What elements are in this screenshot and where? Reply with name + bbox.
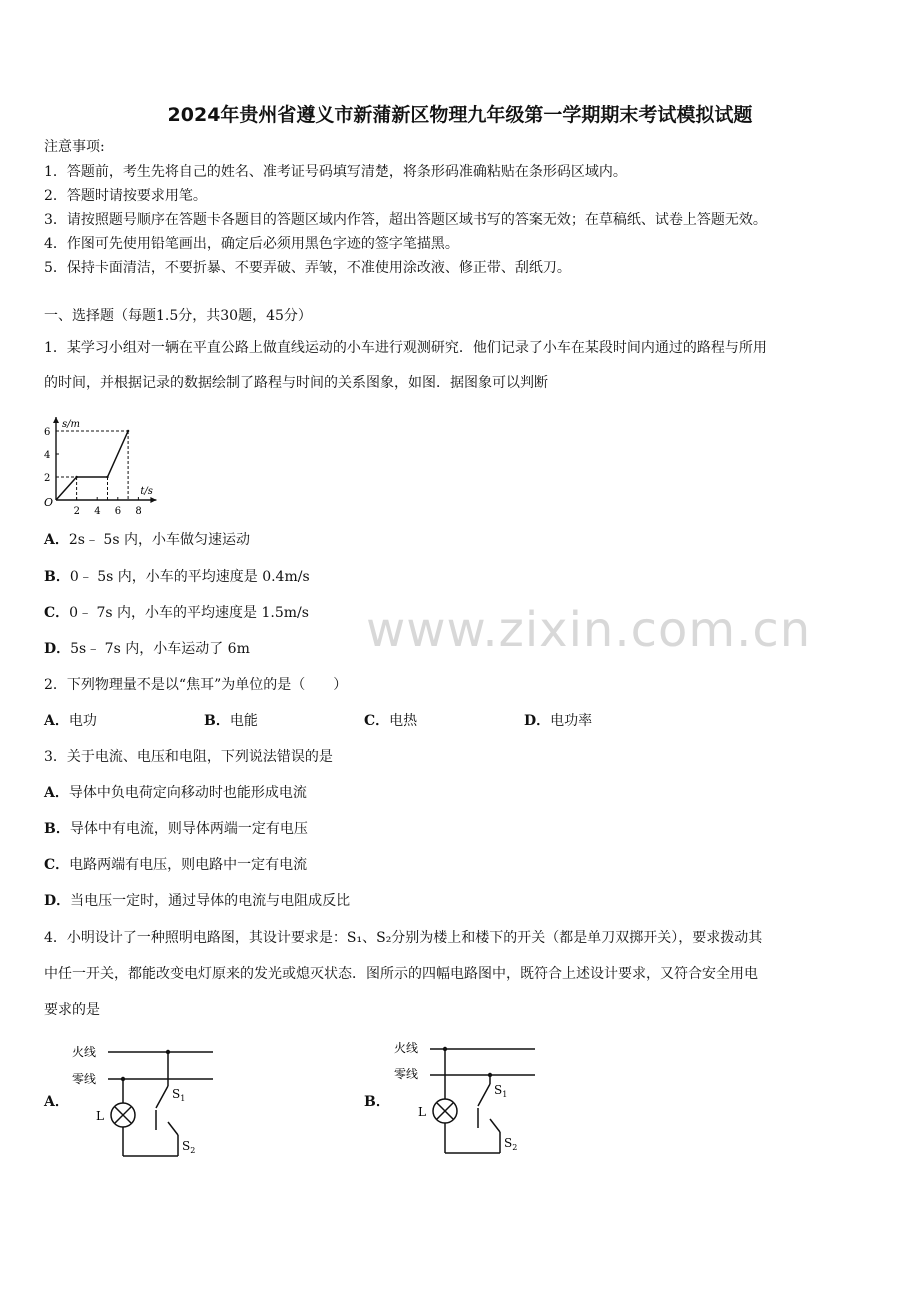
origin-label: O [44, 496, 54, 509]
circuit-b-label: B． [364, 1094, 390, 1110]
watermark: www.zixin.com.cn [366, 602, 812, 658]
switch-s1-label: $S_1$ [172, 1087, 186, 1103]
question-1-line1: 1．某学习小组对一辆在平直公路上做直线运动的小车进行观测研究．他们记录了小车在某段时间内通过的路程与所用 [44, 340, 767, 356]
question-2-stem: 2．下列物理量不是以“焦耳”为单位的是（ ） [44, 677, 348, 693]
circuit-a-label: A． [44, 1094, 69, 1110]
q3-option-a: A．导体中负电荷定向移动时也能形成电流 [44, 785, 307, 801]
live-wire-label: 火线 [394, 1041, 419, 1055]
notice-item: 5．保持卡面清洁，不要折暴、不要弄破、弄皱，不准使用涂改液、修正带、刮纸刀。 [44, 260, 571, 276]
switch-s2-label: $S_2$ [504, 1136, 518, 1152]
lamp-label: L [96, 1109, 104, 1123]
q1-option-a: A．2s﹣ 5s 内，小车做匀速运动 [44, 532, 250, 548]
switch-s1-icon [156, 1086, 168, 1108]
circuit-b-diagram [392, 1036, 552, 1161]
y-tick-label: 4 [44, 450, 51, 461]
x-tick-label: 2 [73, 506, 80, 517]
switch-s1-label: $S_1$ [494, 1083, 508, 1099]
notice-item: 2．答题时请按要求用笔。 [44, 188, 207, 204]
page-title: 2024年贵州省遵义市新蒲新区物理九年级第一学期期末考试模拟试题 [167, 104, 753, 126]
y-axis-label: s/m [62, 419, 80, 430]
data-point [127, 430, 129, 432]
st-graph [42, 408, 252, 518]
question-4-line3: 要求的是 [44, 1002, 100, 1018]
q3-option-b: B．导体中有电流，则导体两端一定有电压 [44, 821, 308, 837]
y-axis-arrow-icon [53, 417, 59, 423]
data-point [106, 476, 108, 478]
x-tick-label: 6 [114, 506, 122, 517]
neutral-wire-label: 零线 [72, 1072, 97, 1086]
notice-item: 4．作图可先使用铅笔画出，确定后必须用黑色字迹的签字笔描黑。 [44, 236, 459, 252]
lamp-label: L [418, 1105, 426, 1119]
neutral-wire-label: 零线 [394, 1067, 419, 1081]
x-tick-label: 4 [94, 506, 101, 517]
q1-option-c: C．0﹣ 7s 内，小车的平均速度是 1.5m/s [44, 605, 309, 621]
live-wire-label: 火线 [72, 1045, 97, 1059]
notice-item: 1．答题前，考生先将自己的姓名、准考证号码填写清楚，将条形码准确粘贴在条形码区域内。 [44, 164, 627, 180]
series-line [56, 431, 128, 500]
y-tick-label: 2 [44, 473, 51, 484]
q3-option-c: C．电路两端有电压，则电路中一定有电流 [44, 857, 308, 873]
question-4-line1: 4．小明设计了一种照明电路图，其设计要求是：S₁、S₂分别为楼上和楼下的开关（都是单刀双掷开关），要求拨动其 [44, 930, 763, 946]
q1-option-d: D．5s﹣ 7s 内，小车运动了 6m [44, 641, 250, 657]
switch-s2-icon [168, 1122, 178, 1135]
question-1-line2: 的时间，并根据记录的数据绘制了路程与时间的关系图象，如图．据图象可以判断 [44, 375, 548, 391]
x-axis-arrow-icon [150, 497, 156, 503]
x-axis-label: t/s [140, 486, 153, 497]
q2-option-d: D．电功率 [524, 713, 593, 729]
section-heading: 一、选择题（每题1.5分，共30题，45分） [44, 308, 312, 324]
notice-item: 3．请按照题号顺序在答题卡各题目的答题区域内作答，超出答题区域书写的答案无效；在草稿纸、试卷上答题无效。 [44, 212, 767, 228]
switch-s2-label: $S_2$ [182, 1139, 196, 1155]
q3-option-d: D．当电压一定时，通过导体的电流与电阻成反比 [44, 893, 351, 909]
x-tick-label: 8 [135, 506, 142, 517]
q2-option-b: B．电能 [204, 713, 258, 729]
switch-s1-icon [478, 1084, 490, 1106]
question-4-line2: 中任一开关，都能改变电灯原来的发光或熄灭状态．图所示的四幅电路图中，既符合上述设计要求，又符合安全用电 [44, 966, 758, 982]
switch-s2-icon [490, 1119, 500, 1132]
q2-option-a: A．电功 [44, 713, 97, 729]
circuit-a-diagram [70, 1038, 230, 1163]
q2-option-c: C．电热 [364, 713, 418, 729]
question-3-stem: 3．关于电流、电压和电阻，下列说法错误的是 [44, 749, 333, 765]
y-tick-label: 6 [44, 427, 51, 438]
notice-heading: 注意事项: [44, 139, 105, 155]
q1-option-b: B．0﹣ 5s 内，小车的平均速度是 0.4m/s [44, 569, 310, 585]
